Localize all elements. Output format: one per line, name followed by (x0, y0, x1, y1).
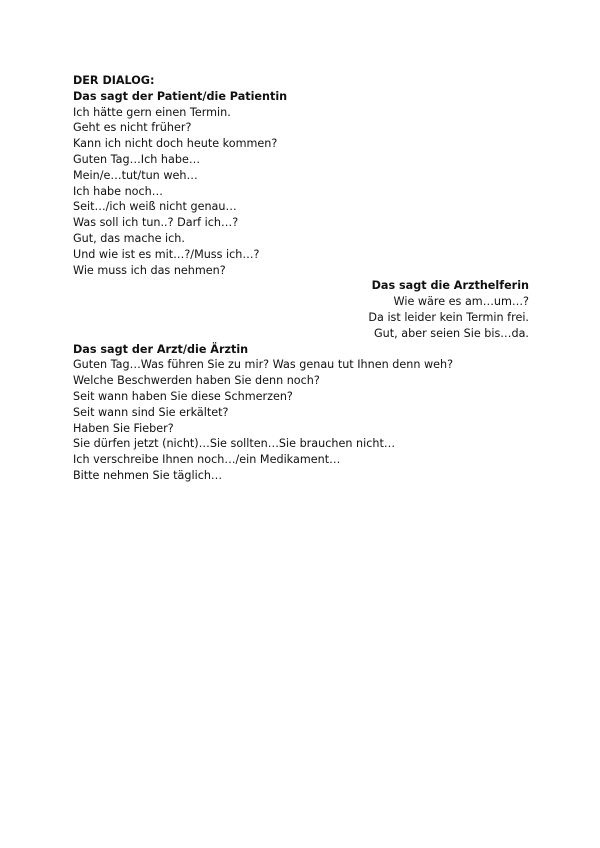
patient-heading: Das sagt der Patient/die Patientin (73, 89, 288, 103)
patient-line: Seit…/ich weiß nicht genau… (73, 200, 237, 214)
helper-line: Gut, aber seien Sie bis…da. (374, 326, 529, 340)
doctor-line: Seit wann haben Sie diese Schmerzen? (73, 389, 293, 403)
doctor-line: Bitte nehmen Sie täglich… (73, 468, 223, 482)
doctor-line: Ich verschreibe Ihnen noch…/ein Medikament… (73, 453, 341, 467)
doctor-line: Welche Beschwerden haben Sie denn noch? (73, 374, 320, 388)
patient-line: Gut, das mache ich. (73, 231, 185, 245)
patient-line: Ich habe noch… (73, 184, 163, 198)
patient-line: Guten Tag…Ich habe… (73, 152, 201, 166)
doctor-line: Haben Sie Fieber? (73, 421, 174, 435)
patient-line: Geht es nicht früher? (73, 121, 192, 135)
doctor-line: Sie dürfen jetzt (nicht)…Sie sollten…Sie brauchen nicht… (73, 437, 396, 451)
doctor-line: Guten Tag…Was führen Sie zu mir? Was genau tut Ihnen denn weh? (73, 358, 454, 372)
patient-line: Mein/e…tut/tun weh… (73, 168, 198, 182)
patient-line: Und wie ist es mit…?/Muss ich…? (73, 247, 260, 261)
dialog-content (73, 73, 529, 484)
helper-line: Da ist leider kein Termin frei. (368, 310, 529, 324)
patient-line: Was soll ich tun..? Darf ich…? (73, 216, 239, 230)
doctor-heading: Das sagt der Arzt/die Ärztin (73, 342, 249, 356)
patient-line: Wie muss ich das nehmen? (73, 263, 226, 277)
patient-line: Ich hätte gern einen Termin. (73, 105, 231, 119)
document-title: DER DIALOG: (73, 74, 155, 87)
doctor-line: Seit wann sind Sie erkältet? (73, 405, 229, 419)
patient-line: Kann ich nicht doch heute kommen? (73, 137, 278, 151)
helper-heading: Das sagt die Arzthelferin (371, 279, 529, 293)
helper-line: Wie wäre es am…um…? (393, 295, 529, 309)
